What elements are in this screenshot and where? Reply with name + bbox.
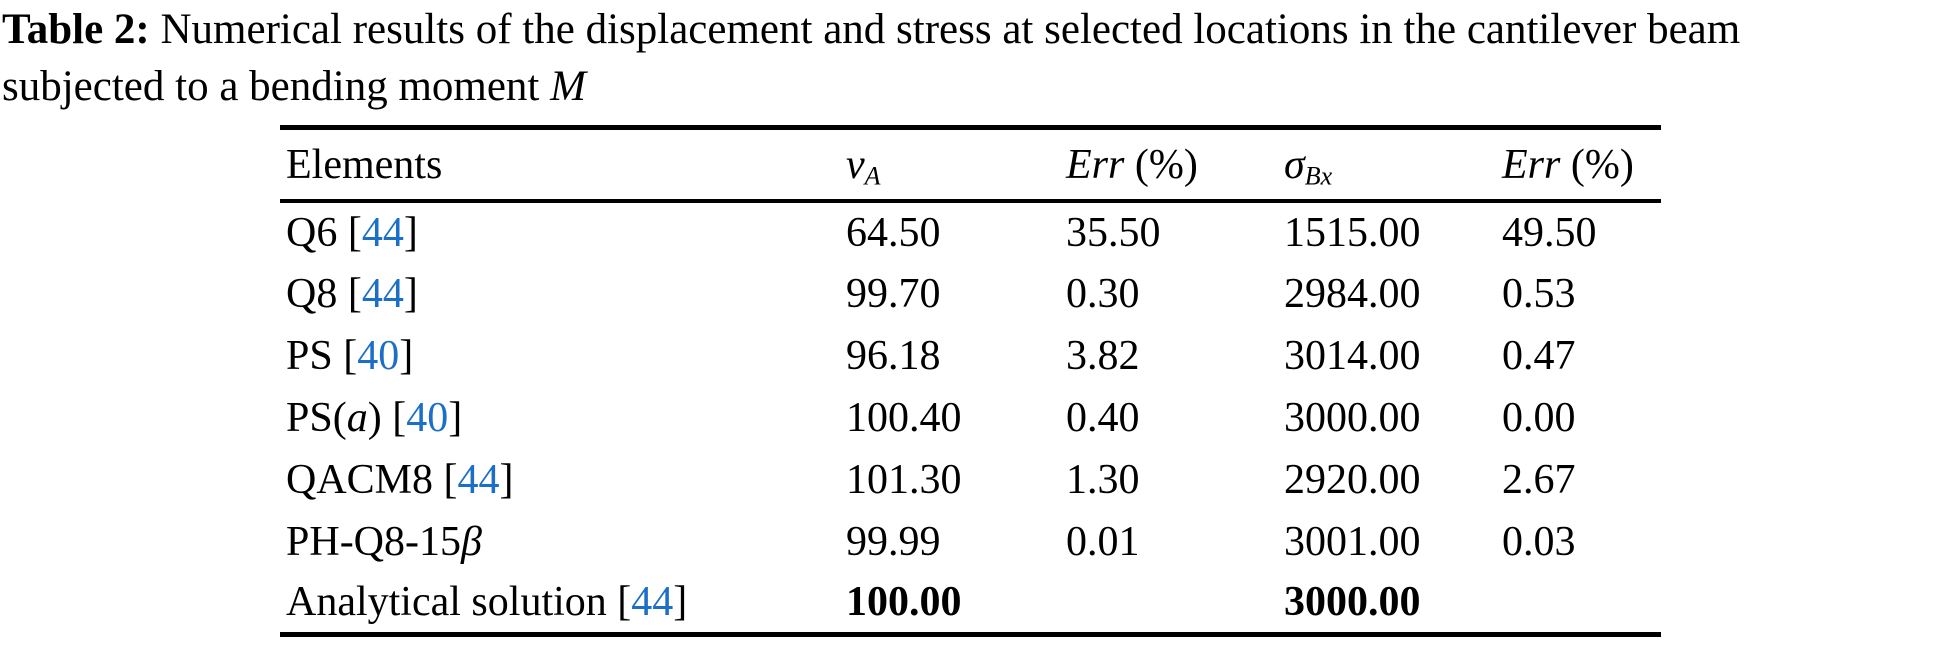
table-row [280, 263, 1661, 325]
text-segment: PH-Q8-15 [286, 518, 461, 565]
value-cell: 2984.00 [1284, 270, 1421, 317]
column-header-v-a [840, 128, 1060, 201]
text-segment: (%) [1124, 141, 1198, 188]
value-cell: 0.03 [1502, 518, 1576, 565]
header-row [280, 128, 1661, 201]
value-cell: 99.70 [846, 270, 941, 317]
results-table-wrapper [280, 125, 1661, 637]
text-segment: Elements [286, 141, 443, 188]
element-name-cell [280, 511, 840, 573]
table-header [280, 128, 1661, 201]
value-cell: 0.01 [1066, 518, 1140, 565]
value-cell [1060, 573, 1278, 635]
table-caption [2, 1, 1954, 115]
caption-math-symbol: M [550, 63, 586, 110]
citation-link[interactable]: 40 [406, 394, 449, 441]
value-cell: 2.67 [1502, 456, 1576, 503]
element-name-cell: Q8 [44] [286, 270, 418, 317]
column-header-sigma-bx [1278, 128, 1496, 201]
value-cell: 3000.00 [1284, 394, 1421, 441]
value-cell: 3.82 [1066, 332, 1140, 379]
table-row [280, 325, 1661, 387]
caption-label: Table 2: [2, 6, 150, 53]
value-cell: 64.50 [846, 209, 941, 256]
value-cell: 100.40 [846, 394, 962, 441]
table-row [280, 201, 1661, 263]
text-segment: (%) [1560, 141, 1634, 188]
text-segment: PS( [286, 394, 347, 441]
value-cell: 0.00 [1502, 394, 1576, 441]
caption-line-1 [2, 1, 1954, 58]
citation-link[interactable]: 44 [361, 270, 404, 317]
value-cell: 35.50 [1066, 209, 1161, 256]
math-italic: a [346, 394, 368, 441]
math-italic: Err [1066, 141, 1125, 188]
math-subscript: Bx [1304, 161, 1333, 190]
value-cell: 1515.00 [1284, 209, 1421, 256]
table-body [280, 201, 1661, 635]
element-name-cell: PS(a) [40] [286, 394, 463, 441]
value-cell: 0.47 [1502, 332, 1576, 379]
value-cell: 49.50 [1502, 209, 1597, 256]
column-header-err-va [1060, 128, 1278, 201]
value-cell: 3000.00 [1284, 579, 1421, 626]
value-cell: 1.30 [1066, 456, 1140, 503]
table-row [280, 511, 1661, 573]
value-cell: 100.00 [846, 579, 962, 626]
text-segment: PS [286, 332, 344, 379]
table-row [280, 387, 1661, 449]
math-italic: β [461, 518, 482, 565]
value-cell: 3001.00 [1284, 518, 1421, 565]
table-row [280, 449, 1661, 511]
value-cell: 96.18 [846, 332, 941, 379]
caption-text-line2: subjected to a bending moment [2, 63, 551, 110]
math-italic: Err [1502, 141, 1561, 188]
text-segment: QACM8 [286, 456, 444, 503]
citation-link[interactable]: 40 [357, 332, 400, 379]
element-name-cell: Q6 [44] [286, 209, 418, 256]
column-header-elements [280, 128, 840, 201]
math-italic: v [846, 141, 865, 188]
table-row [280, 573, 1661, 635]
value-cell: 0.30 [1066, 270, 1140, 317]
value-cell: 99.99 [846, 518, 941, 565]
value-cell: 0.40 [1066, 394, 1140, 441]
citation-link[interactable]: 44 [457, 456, 500, 503]
element-name-cell: PS [40] [286, 332, 414, 379]
element-name-cell: QACM8 [44] [286, 456, 514, 503]
math-subscript: A [864, 161, 881, 190]
text-segment: Q6 [286, 209, 348, 256]
column-header-err-sigma [1496, 128, 1661, 201]
value-cell: 2920.00 [1284, 456, 1421, 503]
results-table [280, 125, 1661, 637]
citation-link[interactable]: 44 [631, 579, 674, 626]
citation-link[interactable]: 44 [361, 209, 404, 256]
value-cell: 101.30 [846, 456, 962, 503]
value-cell: 0.53 [1502, 270, 1576, 317]
text-segment: ) [367, 394, 393, 441]
text-segment: Analytical solution [286, 579, 618, 626]
math-italic: σ [1284, 141, 1305, 188]
value-cell: 3014.00 [1284, 332, 1421, 379]
text-segment: Q8 [286, 270, 348, 317]
caption-line-2 [2, 58, 1954, 115]
value-cell [1496, 573, 1661, 635]
element-name-cell: Analytical solution [44] [286, 579, 688, 626]
caption-text-line1: Numerical results of the displacement and stress at selected locations in the cantilever beam [149, 6, 1741, 53]
